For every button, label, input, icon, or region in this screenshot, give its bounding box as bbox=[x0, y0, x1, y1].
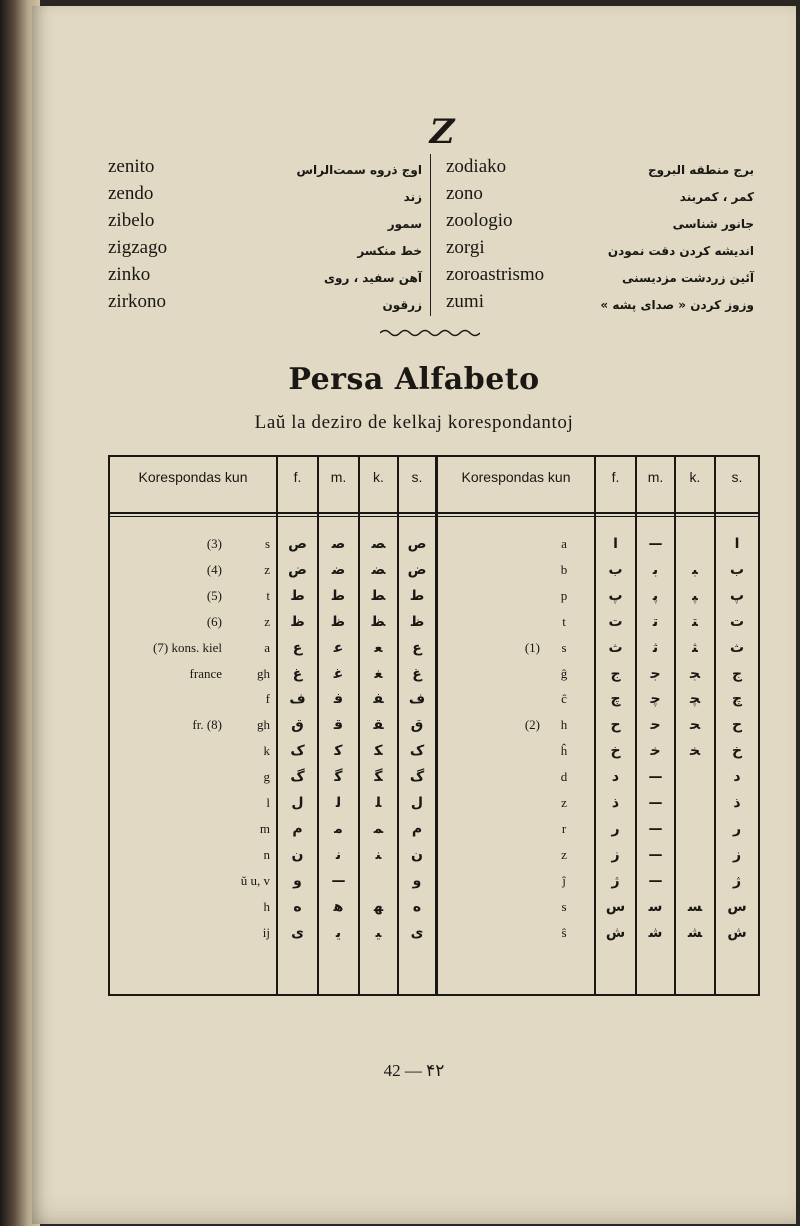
table-initial-form: ﺴ bbox=[687, 898, 703, 915]
header-rule bbox=[110, 516, 758, 517]
table-latin-letter: h bbox=[560, 717, 568, 733]
table-isolated-form: غ bbox=[412, 665, 422, 682]
column-header: Korespondas kun bbox=[138, 469, 248, 485]
table-latin-letter: t bbox=[562, 613, 566, 629]
dict-latin-word: zinko bbox=[108, 264, 151, 285]
table-final-form: گ bbox=[290, 769, 305, 786]
table-medial-form: ﺳ bbox=[648, 898, 663, 915]
table-note: (1) bbox=[524, 639, 540, 655]
table-initial-form: ﻘ bbox=[373, 717, 384, 734]
table-final-form: خ bbox=[610, 743, 621, 760]
table-latin-letter: r bbox=[561, 820, 567, 836]
table-initial-form: ﭽ bbox=[689, 691, 701, 708]
table-final-form: س bbox=[605, 898, 626, 915]
table-final-form: ق bbox=[291, 717, 304, 734]
table-latin-letter: f bbox=[265, 691, 270, 707]
table-latin-letter: g bbox=[263, 769, 270, 785]
table-isolated-form: ب bbox=[729, 561, 745, 578]
table-isolated-form: ژ bbox=[732, 872, 742, 889]
table-final-form: د bbox=[611, 769, 620, 786]
table-initial-form: ﻴ bbox=[375, 924, 382, 941]
table-medial-form: ﺻ bbox=[331, 536, 346, 552]
table-isolated-form: چ bbox=[731, 691, 743, 708]
dict-latin-word: zono bbox=[446, 183, 483, 204]
table-final-form: ی bbox=[291, 924, 304, 941]
table-isolated-form: ض bbox=[407, 561, 427, 578]
table-final-form: ف bbox=[289, 691, 306, 708]
table-final-form: ر bbox=[611, 820, 620, 837]
table-final-form: ت bbox=[608, 613, 623, 630]
table-latin-letter: l bbox=[266, 795, 270, 810]
table-medial-form: ﭼ bbox=[650, 691, 661, 708]
table-final-form: ج bbox=[610, 665, 621, 682]
column-header: s. bbox=[731, 469, 743, 485]
dict-latin-word: zibelo bbox=[108, 210, 155, 231]
dict-persian-meaning: خط منکسر bbox=[357, 244, 422, 258]
table-latin-letter: ŝ bbox=[561, 924, 567, 940]
table-isolated-form: ق bbox=[410, 717, 424, 734]
table-medial-form: ﻳ bbox=[335, 924, 342, 941]
table-note: france bbox=[189, 665, 222, 681]
table-initial-form: ﻬ bbox=[373, 898, 384, 915]
dict-persian-meaning: زرقون bbox=[382, 298, 422, 312]
table-initial-form: ﺼ bbox=[371, 536, 386, 552]
dict-persian-meaning: اوج ذروه سمت‌الراس bbox=[296, 163, 422, 177]
table-latin-letter: ĉ bbox=[561, 691, 567, 707]
table-medial-form: ﻧ bbox=[335, 846, 342, 863]
page-number-latin: 42 bbox=[383, 1061, 401, 1080]
table-initial-form: ﻠ bbox=[375, 795, 382, 811]
table-latin-letter: t bbox=[266, 587, 270, 603]
table-isolated-form: ه bbox=[412, 898, 422, 915]
table-medial-form: ﻇ bbox=[331, 613, 346, 630]
book-page bbox=[32, 6, 796, 1224]
header-rule bbox=[110, 512, 758, 514]
table-medial-form: ﻓ bbox=[333, 691, 344, 708]
table-final-form: ش bbox=[605, 924, 626, 941]
table-medial-form: — bbox=[648, 536, 663, 552]
column-header: k. bbox=[373, 469, 384, 485]
table-final-form: ب bbox=[608, 561, 623, 578]
table-initial-form: ﻀ bbox=[371, 561, 386, 578]
table-initial-form: ﺤ bbox=[689, 717, 701, 734]
table-latin-letter: s bbox=[561, 898, 567, 914]
column-header: s. bbox=[411, 469, 423, 485]
column-divider bbox=[430, 154, 431, 316]
table-isolated-form: م bbox=[411, 820, 423, 837]
table-latin-letter: z bbox=[264, 561, 270, 577]
table-medial-form: ﻗ bbox=[333, 717, 344, 734]
table-isolated-form: ج bbox=[731, 665, 743, 682]
page-subtitle: Laŭ la deziro de kelkaj korespondantoj bbox=[254, 412, 574, 433]
table-initial-form: ﺘ bbox=[692, 613, 698, 630]
table-final-form: ک bbox=[290, 743, 305, 760]
table-note: (6) bbox=[206, 613, 222, 629]
dict-latin-word: zorgi bbox=[446, 237, 485, 258]
table-initial-form: ﮕ bbox=[374, 769, 383, 786]
dict-latin-word: zodiako bbox=[446, 156, 507, 177]
dict-persian-meaning: سمور bbox=[387, 217, 422, 231]
table-note: fr. (8) bbox=[192, 717, 222, 733]
table-isolated-form: گ bbox=[409, 769, 425, 786]
table-isolated-form: ک bbox=[409, 743, 425, 760]
table-latin-letter: ĥ bbox=[560, 743, 568, 759]
table-note: (4) bbox=[206, 561, 222, 577]
table-latin-letter: gh bbox=[257, 665, 270, 681]
table-final-form: ع bbox=[292, 639, 303, 656]
table-latin-letter: s bbox=[561, 639, 567, 655]
table-initial-form: ﻜ bbox=[374, 743, 383, 760]
dict-latin-word: zoroastrismo bbox=[446, 264, 545, 285]
table-isolated-form: ط bbox=[409, 587, 425, 604]
dict-latin-word: zumi bbox=[446, 291, 484, 312]
table-latin-letter: n bbox=[263, 846, 270, 862]
table-medial-form: ﻋ bbox=[333, 639, 344, 656]
dict-latin-word: zendo bbox=[108, 183, 154, 204]
table-final-form: ن bbox=[291, 846, 304, 863]
column-header: f. bbox=[611, 469, 620, 485]
table-medial-form: ﺣ bbox=[650, 717, 661, 734]
table-medial-form: ﻟ bbox=[335, 795, 342, 811]
table-final-form: غ bbox=[292, 665, 303, 682]
table-latin-letter: a bbox=[264, 639, 270, 655]
table-medial-form: — bbox=[648, 846, 663, 863]
table-final-form: ذ bbox=[611, 795, 620, 811]
table-initial-form: ﻄ bbox=[371, 587, 386, 604]
table-latin-letter: s bbox=[264, 536, 270, 551]
table-medial-form: — bbox=[648, 795, 663, 811]
table-final-form: ص bbox=[288, 536, 307, 552]
table-final-form: ح bbox=[610, 717, 621, 734]
table-initial-form: ﺒ bbox=[692, 561, 698, 578]
table-final-form: ط bbox=[290, 587, 305, 604]
column-header: k. bbox=[689, 469, 701, 485]
table-medial-form: ﺛ bbox=[652, 639, 659, 656]
column-header: m. bbox=[647, 469, 664, 485]
table-latin-letter: z bbox=[264, 613, 270, 629]
table-isolated-form: ع bbox=[412, 639, 422, 656]
table-isolated-form: ف bbox=[408, 691, 426, 708]
table-latin-letter: z bbox=[561, 795, 567, 810]
table-initial-form: ﺨ bbox=[689, 743, 701, 760]
table-isolated-form: ی bbox=[410, 924, 424, 941]
table-medial-form: ﻣ bbox=[334, 820, 343, 837]
table-initial-form: ﻈ bbox=[371, 613, 386, 630]
table-initial-form: ﻨ bbox=[375, 846, 382, 863]
dict-latin-word: zigzago bbox=[108, 237, 168, 258]
table-latin-letter: z bbox=[561, 846, 567, 862]
table-initial-form: ﻤ bbox=[373, 820, 384, 837]
ornament-divider bbox=[380, 328, 480, 338]
table-isolated-form: د bbox=[733, 769, 741, 786]
table-latin-letter: ŭ u, v bbox=[240, 872, 270, 888]
section-letter: Z bbox=[429, 112, 455, 152]
table-latin-letter: d bbox=[560, 769, 568, 785]
table-medial-form: ﺑ bbox=[652, 561, 659, 578]
table-note: (5) bbox=[206, 587, 222, 603]
table-isolated-form: و bbox=[412, 872, 422, 889]
table-isolated-form: ث bbox=[729, 639, 745, 656]
table-medial-form: — bbox=[648, 820, 663, 837]
table-medial-form: ﻏ bbox=[333, 665, 344, 682]
table-isolated-form: ن bbox=[411, 846, 423, 863]
alphabet-table bbox=[108, 455, 760, 996]
dict-persian-meaning: اندیشه کردن دقت نمودن bbox=[607, 244, 754, 258]
table-isolated-form: ص bbox=[407, 536, 427, 552]
table-latin-letter: m bbox=[259, 820, 270, 836]
dict-persian-meaning: وزوز کردن « صدای پشه » bbox=[600, 298, 754, 312]
table-isolated-form: ذ bbox=[733, 795, 741, 811]
table-isolated-form: ح bbox=[731, 717, 743, 734]
table-isolated-form: ظ bbox=[409, 613, 425, 630]
table-medial-form: ﮔ bbox=[334, 769, 343, 786]
table-medial-form: ﺗ bbox=[652, 613, 659, 630]
table-final-form: ا bbox=[613, 536, 618, 552]
table-initial-form: ﻌ bbox=[374, 639, 383, 656]
dict-persian-meaning: جانور شناسی bbox=[672, 217, 754, 231]
table-medial-form: ﺿ bbox=[331, 561, 346, 578]
table-final-form: ث bbox=[608, 639, 623, 656]
table-initial-form: ﺜ bbox=[692, 639, 698, 656]
dict-persian-meaning: زند bbox=[403, 190, 422, 204]
table-final-form: چ bbox=[610, 691, 621, 708]
table-medial-form: — bbox=[648, 872, 663, 889]
table-final-form: پ bbox=[608, 587, 623, 604]
table-medial-form: ﺧ bbox=[650, 743, 661, 760]
dict-persian-meaning: کمر ، کمربند bbox=[679, 190, 754, 204]
table-initial-form: ﻐ bbox=[374, 665, 383, 682]
table-final-form: ز bbox=[611, 846, 620, 863]
dict-persian-meaning: برج منطقه البروج bbox=[648, 163, 754, 177]
table-isolated-form: س bbox=[727, 898, 747, 915]
table-medial-form: ﻃ bbox=[331, 587, 346, 604]
table-latin-letter: gh bbox=[257, 717, 270, 733]
table-initial-form: ﻔ bbox=[373, 691, 384, 708]
dict-latin-word: zirkono bbox=[108, 291, 167, 312]
dict-latin-word: zenito bbox=[108, 156, 155, 177]
column-header: Korespondas kun bbox=[461, 469, 571, 485]
table-isolated-form: ت bbox=[729, 613, 745, 630]
table-medial-form: ﻫ bbox=[333, 898, 344, 915]
table-latin-letter: b bbox=[560, 561, 568, 577]
table-isolated-form: خ bbox=[731, 743, 743, 760]
table-isolated-form: ر bbox=[732, 820, 742, 837]
table-note: (7) kons. kiel bbox=[153, 639, 222, 655]
table-latin-letter: ĝ bbox=[560, 665, 568, 681]
table-medial-form: ﺷ bbox=[648, 924, 663, 941]
table-note: (3) bbox=[206, 536, 222, 551]
table-final-form: ض bbox=[288, 561, 307, 578]
table-medial-form: — bbox=[648, 769, 663, 786]
table-medial-form: ﺟ bbox=[650, 665, 661, 682]
page-number bbox=[32, 1061, 796, 1081]
column-header: m. bbox=[330, 469, 347, 485]
table-final-form: ژ bbox=[611, 872, 620, 889]
table-initial-form: ﺠ bbox=[689, 665, 701, 682]
table-isolated-form: ش bbox=[727, 924, 747, 941]
table-isolated-form: ز bbox=[732, 846, 742, 863]
dict-persian-meaning: آئین زردشت مزدیسنی bbox=[622, 271, 754, 285]
dict-latin-word: zoologio bbox=[446, 210, 513, 231]
table-latin-letter: k bbox=[263, 743, 270, 759]
page-title: Persa Alfabeto bbox=[288, 362, 540, 397]
table-final-form: ه bbox=[293, 898, 302, 915]
table-final-form: ل bbox=[291, 795, 304, 811]
table-final-form: م bbox=[292, 820, 303, 837]
table-isolated-form: ا bbox=[734, 536, 740, 552]
table-latin-letter: a bbox=[561, 536, 567, 551]
page-number-persian: ۴۲ bbox=[426, 1061, 445, 1080]
table-isolated-form: ل bbox=[410, 795, 424, 811]
table-latin-letter: h bbox=[263, 898, 270, 914]
table-final-form: و bbox=[293, 872, 302, 889]
table-divider bbox=[435, 457, 438, 994]
table-note: (2) bbox=[524, 717, 540, 733]
column-header: f. bbox=[293, 469, 302, 485]
table-medial-form: ﻛ bbox=[334, 743, 343, 760]
table-final-form: ظ bbox=[290, 613, 305, 630]
table-isolated-form: پ bbox=[729, 587, 745, 604]
page-number-dash: — bbox=[404, 1061, 422, 1080]
table-initial-form: ﭙ bbox=[692, 587, 698, 604]
table-medial-form: — bbox=[331, 872, 346, 889]
table-medial-form: ﭘ bbox=[652, 587, 659, 604]
table-initial-form: ﺸ bbox=[687, 924, 703, 941]
table-latin-letter: ij bbox=[262, 924, 270, 940]
dict-persian-meaning: آهن سفید ، روی bbox=[324, 271, 422, 285]
table-latin-letter: p bbox=[560, 587, 568, 603]
table-latin-letter: ĵ bbox=[562, 872, 566, 888]
